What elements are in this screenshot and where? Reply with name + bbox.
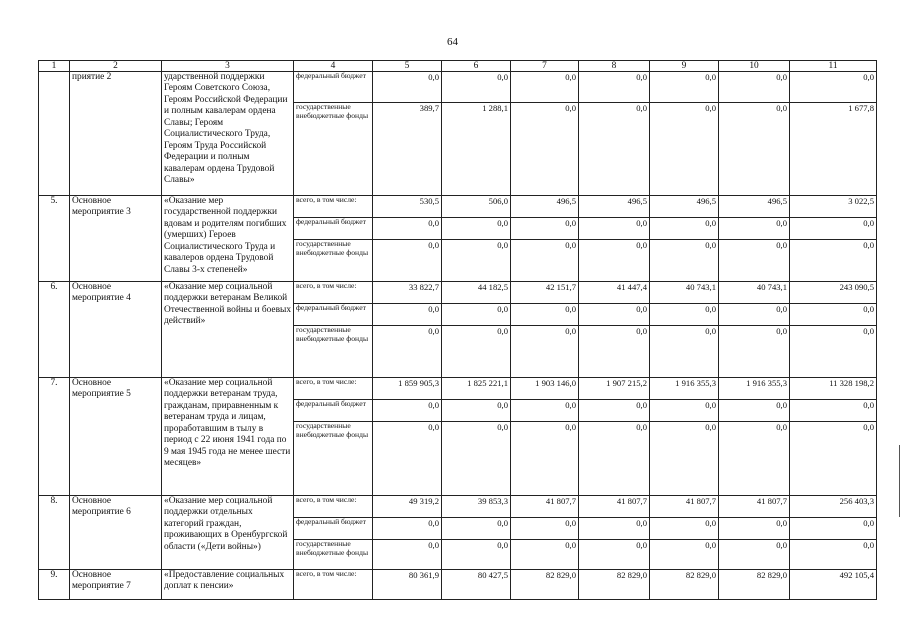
header-row bbox=[39, 61, 877, 72]
activity-description: «Оказание мер социальной поддержки ветеранам труда, гражданам, приравненным к ветеранам труда и лицам, проработавшим в тылу в период с 22 июня 1941 года по 9 мая 1945 года не менее шести месяцев» bbox=[162, 378, 294, 496]
budget-value: 40 743,1 bbox=[650, 282, 719, 304]
budget-value: 0,0 bbox=[442, 326, 511, 378]
budget-value: 0,0 bbox=[719, 422, 790, 496]
budget-value: 0,0 bbox=[373, 218, 442, 240]
budget-value: 0,0 bbox=[790, 240, 877, 282]
budget-value: 44 182,5 bbox=[442, 282, 511, 304]
column-header: 8 bbox=[579, 61, 650, 72]
budget-value: 0,0 bbox=[442, 218, 511, 240]
budget-value: 496,5 bbox=[511, 196, 579, 218]
budget-value: 0,0 bbox=[650, 400, 719, 422]
budget-value: 0,0 bbox=[650, 240, 719, 282]
table-body bbox=[39, 72, 877, 600]
table-row bbox=[39, 196, 877, 218]
budget-value: 1 916 355,3 bbox=[650, 378, 719, 400]
column-header: 3 bbox=[162, 61, 294, 72]
activity-name: Основное мероприятие 4 bbox=[70, 282, 162, 378]
funding-source: всего, в том числе: bbox=[294, 496, 373, 518]
funding-source: государственные внебюджетные фонды bbox=[294, 422, 373, 496]
activity-description: ударственной поддержки Героям Советского Союза, Героям Российской Федерации и полным кавалерам ордена Славы; Героям Социалистического Труда, Героям Труда Российской Федерации и полным кавалерам ордена Трудовой Славы» bbox=[162, 72, 294, 196]
budget-value: 0,0 bbox=[511, 304, 579, 326]
funding-source: государственные внебюджетные фонды bbox=[294, 540, 373, 570]
budget-value: 0,0 bbox=[511, 518, 579, 540]
budget-value: 0,0 bbox=[719, 540, 790, 570]
budget-value: 0,0 bbox=[579, 218, 650, 240]
funding-source: всего, в том числе: bbox=[294, 282, 373, 304]
budget-value: 0,0 bbox=[373, 422, 442, 496]
budget-value: 0,0 bbox=[442, 304, 511, 326]
budget-value: 41 807,7 bbox=[650, 496, 719, 518]
budget-value: 0,0 bbox=[579, 326, 650, 378]
budget-value: 0,0 bbox=[719, 304, 790, 326]
budget-value: 0,0 bbox=[650, 72, 719, 103]
column-header: 7 bbox=[511, 61, 579, 72]
budget-value: 40 743,1 bbox=[719, 282, 790, 304]
budget-value: 496,5 bbox=[719, 196, 790, 218]
table-row bbox=[39, 496, 877, 518]
budget-value: 82 829,0 bbox=[719, 570, 790, 600]
column-header: 1 bbox=[39, 61, 70, 72]
table-row bbox=[39, 72, 877, 103]
activity-name: приятие 2 bbox=[70, 72, 162, 196]
budget-value: 0,0 bbox=[719, 240, 790, 282]
scan-edge-mark bbox=[899, 445, 900, 517]
funding-source: государственные внебюджетные фонды bbox=[294, 240, 373, 282]
budget-value: 41 447,4 bbox=[579, 282, 650, 304]
budget-value: 492 105,4 bbox=[790, 570, 877, 600]
activity-description: «Оказание мер социальной поддержки ветеранам Великой Отечественной войны и боевых действий» bbox=[162, 282, 294, 378]
budget-value: 0,0 bbox=[790, 518, 877, 540]
budget-value: 0,0 bbox=[442, 72, 511, 103]
budget-value: 0,0 bbox=[373, 72, 442, 103]
budget-value: 0,0 bbox=[373, 240, 442, 282]
row-number: 6. bbox=[39, 282, 70, 378]
budget-value: 0,0 bbox=[650, 422, 719, 496]
budget-value: 0,0 bbox=[579, 422, 650, 496]
row-number: 7. bbox=[39, 378, 70, 496]
budget-value: 0,0 bbox=[442, 540, 511, 570]
budget-value: 0,0 bbox=[650, 326, 719, 378]
column-header: 9 bbox=[650, 61, 719, 72]
budget-value: 389,7 bbox=[373, 103, 442, 196]
budget-value: 0,0 bbox=[650, 518, 719, 540]
row-number: 8. bbox=[39, 496, 70, 570]
funding-source: федеральный бюджет bbox=[294, 218, 373, 240]
budget-value: 0,0 bbox=[579, 304, 650, 326]
activity-description: «Оказание мер социальной поддержки отдельных категорий граждан, проживающих в Оренбургской области («Дети войны») bbox=[162, 496, 294, 570]
page-number: 64 bbox=[447, 36, 458, 48]
budget-value: 1 916 355,3 bbox=[719, 378, 790, 400]
budget-value: 1 903 146,0 bbox=[511, 378, 579, 400]
budget-value: 3 022,5 bbox=[790, 196, 877, 218]
budget-value: 0,0 bbox=[650, 218, 719, 240]
budget-value: 243 090,5 bbox=[790, 282, 877, 304]
activity-name: Основное мероприятие 5 bbox=[70, 378, 162, 496]
budget-value: 1 677,8 bbox=[790, 103, 877, 196]
budget-value: 0,0 bbox=[579, 518, 650, 540]
budget-value: 0,0 bbox=[790, 72, 877, 103]
budget-value: 0,0 bbox=[511, 103, 579, 196]
activity-name: Основное мероприятие 7 bbox=[70, 570, 162, 600]
funding-source: государственные внебюджетные фонды bbox=[294, 326, 373, 378]
budget-value: 0,0 bbox=[511, 72, 579, 103]
budget-value: 0,0 bbox=[719, 218, 790, 240]
budget-value: 0,0 bbox=[511, 540, 579, 570]
column-header: 10 bbox=[719, 61, 790, 72]
budget-value: 0,0 bbox=[790, 218, 877, 240]
table-row bbox=[39, 282, 877, 304]
budget-value: 1 825 221,1 bbox=[442, 378, 511, 400]
row-number: 5. bbox=[39, 196, 70, 282]
budget-value: 0,0 bbox=[373, 518, 442, 540]
budget-value: 0,0 bbox=[790, 326, 877, 378]
budget-value: 0,0 bbox=[511, 240, 579, 282]
budget-value: 0,0 bbox=[373, 304, 442, 326]
funding-source: федеральный бюджет bbox=[294, 518, 373, 540]
budget-value: 0,0 bbox=[790, 304, 877, 326]
budget-value: 0,0 bbox=[511, 400, 579, 422]
budget-value: 0,0 bbox=[579, 540, 650, 570]
budget-value: 496,5 bbox=[650, 196, 719, 218]
budget-value: 33 822,7 bbox=[373, 282, 442, 304]
funding-source: федеральный бюджет bbox=[294, 72, 373, 103]
budget-value: 0,0 bbox=[719, 72, 790, 103]
row-number: 9. bbox=[39, 570, 70, 600]
budget-value: 0,0 bbox=[579, 72, 650, 103]
budget-value: 0,0 bbox=[719, 518, 790, 540]
table-row bbox=[39, 570, 877, 600]
budget-value: 0,0 bbox=[511, 422, 579, 496]
activity-name: Основное мероприятие 3 bbox=[70, 196, 162, 282]
budget-value: 41 807,7 bbox=[579, 496, 650, 518]
budget-value: 1 288,1 bbox=[442, 103, 511, 196]
budget-value: 11 328 198,2 bbox=[790, 378, 877, 400]
budget-value: 0,0 bbox=[511, 326, 579, 378]
column-header: 11 bbox=[790, 61, 877, 72]
activity-description: «Оказание мер государственной поддержки вдовам и родителям погибших (умерших) Героев Социалистического Труда и кавалеров ордена Трудовой Славы 3-х степеней» bbox=[162, 196, 294, 282]
budget-value: 39 853,3 bbox=[442, 496, 511, 518]
funding-source: государственные внебюджетные фонды bbox=[294, 103, 373, 196]
activity-description: «Предоставление социальных доплат к пенсии» bbox=[162, 570, 294, 600]
row-number bbox=[39, 72, 70, 196]
budget-value: 506,0 bbox=[442, 196, 511, 218]
budget-value: 0,0 bbox=[373, 540, 442, 570]
budget-value: 0,0 bbox=[650, 540, 719, 570]
budget-value: 0,0 bbox=[511, 218, 579, 240]
budget-value: 530,5 bbox=[373, 196, 442, 218]
funding-source: всего, в том числе: bbox=[294, 196, 373, 218]
budget-value: 49 319,2 bbox=[373, 496, 442, 518]
table-row bbox=[39, 378, 877, 400]
budget-value: 0,0 bbox=[579, 400, 650, 422]
column-header: 5 bbox=[373, 61, 442, 72]
budget-value: 0,0 bbox=[650, 304, 719, 326]
funding-source: федеральный бюджет bbox=[294, 400, 373, 422]
budget-table bbox=[38, 60, 877, 600]
budget-value: 0,0 bbox=[442, 400, 511, 422]
budget-value: 1 907 215,2 bbox=[579, 378, 650, 400]
budget-value: 0,0 bbox=[373, 400, 442, 422]
budget-value: 82 829,0 bbox=[650, 570, 719, 600]
funding-source: федеральный бюджет bbox=[294, 304, 373, 326]
budget-value: 0,0 bbox=[790, 400, 877, 422]
budget-value: 0,0 bbox=[719, 326, 790, 378]
column-header: 2 bbox=[70, 61, 162, 72]
funding-source: всего, в том числе: bbox=[294, 570, 373, 600]
budget-value: 0,0 bbox=[719, 103, 790, 196]
budget-value: 82 829,0 bbox=[511, 570, 579, 600]
budget-value: 80 427,5 bbox=[442, 570, 511, 600]
budget-value: 0,0 bbox=[579, 103, 650, 196]
budget-value: 82 829,0 bbox=[579, 570, 650, 600]
budget-value: 0,0 bbox=[719, 400, 790, 422]
budget-value: 0,0 bbox=[442, 422, 511, 496]
budget-value: 0,0 bbox=[790, 540, 877, 570]
budget-value: 0,0 bbox=[373, 326, 442, 378]
budget-value: 1 859 905,3 bbox=[373, 378, 442, 400]
column-header: 4 bbox=[294, 61, 373, 72]
budget-value: 42 151,7 bbox=[511, 282, 579, 304]
budget-value: 0,0 bbox=[579, 240, 650, 282]
budget-value: 0,0 bbox=[650, 103, 719, 196]
budget-value: 0,0 bbox=[442, 518, 511, 540]
budget-value: 80 361,9 bbox=[373, 570, 442, 600]
budget-value: 256 403,3 bbox=[790, 496, 877, 518]
budget-value: 41 807,7 bbox=[719, 496, 790, 518]
funding-source: всего, в том числе: bbox=[294, 378, 373, 400]
column-header: 6 bbox=[442, 61, 511, 72]
budget-value: 41 807,7 bbox=[511, 496, 579, 518]
budget-value: 0,0 bbox=[442, 240, 511, 282]
budget-value: 496,5 bbox=[579, 196, 650, 218]
activity-name: Основное мероприятие 6 bbox=[70, 496, 162, 570]
budget-value: 0,0 bbox=[790, 422, 877, 496]
